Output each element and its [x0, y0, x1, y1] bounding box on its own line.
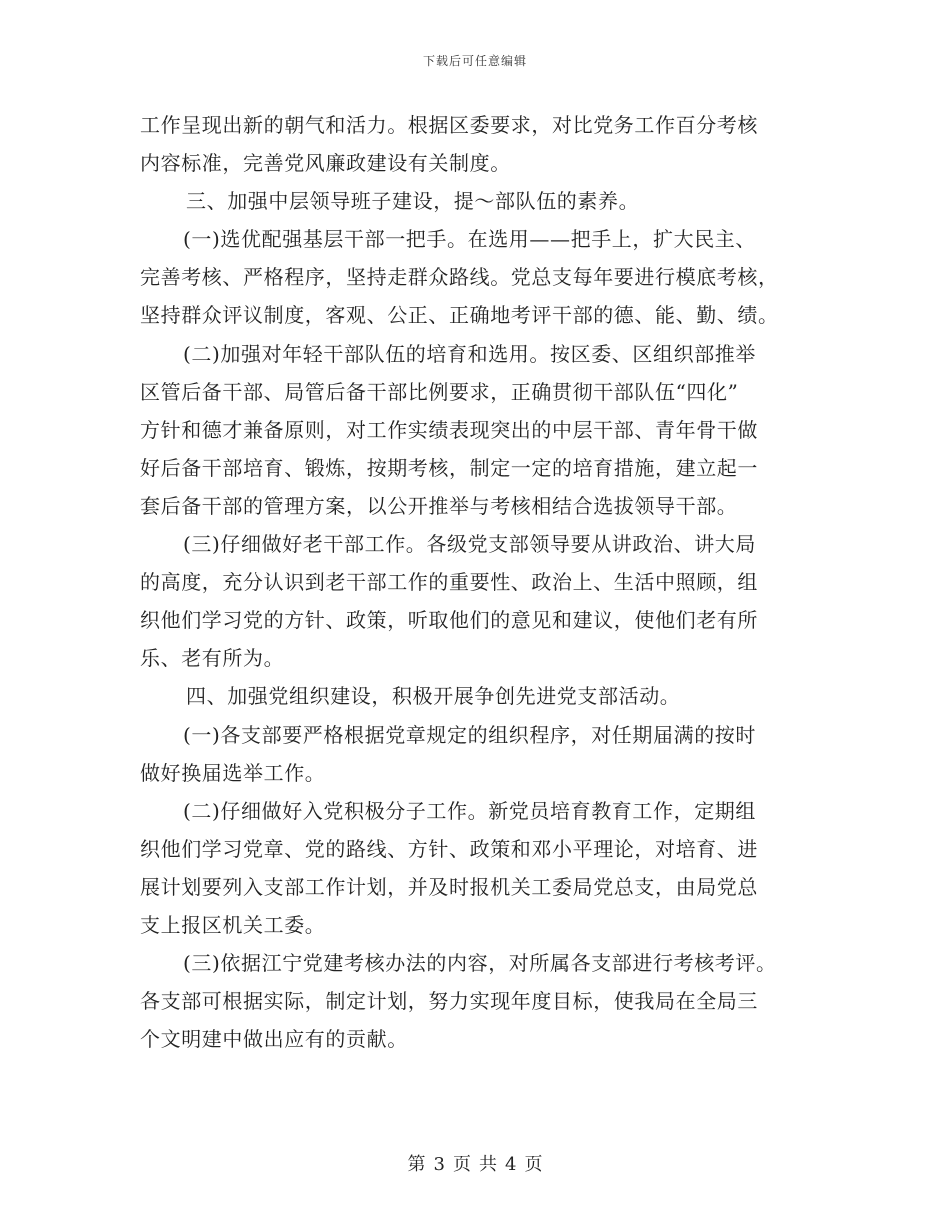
current-page-number: 3	[433, 1154, 445, 1175]
footer-suffix: 页	[524, 1154, 543, 1175]
text-line: 区管后备干部、局管后备干部比例要求，正确贯彻干部队伍“四化”	[140, 379, 739, 404]
text-line: 好后备干部培育、锻炼，按期考核，制定一定的培育措施，建立起一	[140, 455, 758, 480]
footer-prefix: 第	[407, 1154, 426, 1175]
text-line: 工作呈现出新的朝气和活力。根据区委要求，对比党务工作百分考核	[140, 113, 758, 137]
text-line: 支上报区机关工委。	[140, 912, 326, 937]
total-page-count: 4	[505, 1154, 517, 1175]
text-line: 完善考核、严格程序，坚持走群众路线。党总支每年要进行模底考核，	[140, 265, 779, 290]
text-line: (三)依据江宁党建考核办法的内容，对所属各支部进行考核考评。	[183, 951, 777, 976]
text-line: 坚持群众评议制度，客观、公正、正确地考评干部的德、能、勤、绩。	[140, 303, 779, 328]
text-line: (二)加强对年轻干部队伍的培育和选用。按区委、区组织部推举	[183, 341, 757, 366]
text-line: (一)选优配强基层干部一把手。在选用——把手上，扩大民主、	[183, 227, 757, 252]
text-line: (三)仔细做好老干部工作。各级党支部领导要从讲政治、讲大局	[183, 532, 757, 557]
text-line: 展计划要列入支部工作计划，并及时报机关工委局党总支，由局党总	[140, 874, 758, 899]
footer-total-word: 共	[479, 1154, 497, 1175]
section-heading: 三、加强中层领导班子建设，提～部队伍的素养。	[186, 189, 640, 214]
text-line: 套后备干部的管理方案，以公开推举与考核相结合选拔领导干部。	[140, 493, 738, 518]
text-line: 各支部可根据实际，制定计划，努力实现年度目标，使我局在全局三	[140, 989, 758, 1014]
text-line: 方针和德才兼备原则，对工作实绩表现突出的中层干部、青年骨干做	[140, 417, 758, 442]
text-line: 织他们学习党章、党的路线、方针、政策和邓小平理论，对培育、进	[140, 836, 758, 861]
text-line: 织他们学习党的方针、政策，听取他们的意见和建议，使他们老有所	[140, 608, 758, 633]
text-line: 内容标准，完善党风廉政建设有关制度。	[140, 151, 511, 176]
text-line: (一)各支部要严格根据党章规定的组织程序，对任期届满的按时	[183, 722, 757, 747]
text-line: 的高度，充分认识到老干部工作的重要性、政治上、生活中照顾，组	[140, 570, 758, 595]
text-line: 乐、老有所为。	[140, 646, 285, 671]
page-footer	[0, 1150, 950, 1176]
text-line: 个文明建中做出应有的贡献。	[140, 1027, 408, 1052]
section-heading: 四、加强党组织建设，积极开展争创先进党支部活动。	[186, 684, 681, 709]
document-body	[140, 106, 810, 1058]
text-line: 做好换届选举工作。	[140, 760, 326, 785]
page-header: 下载后可任意编辑	[422, 54, 527, 68]
footer-page-word: 页	[453, 1154, 471, 1175]
text-line: (二)仔细做好入党积极分子工作。新党员培育教育工作，定期组	[183, 798, 757, 823]
